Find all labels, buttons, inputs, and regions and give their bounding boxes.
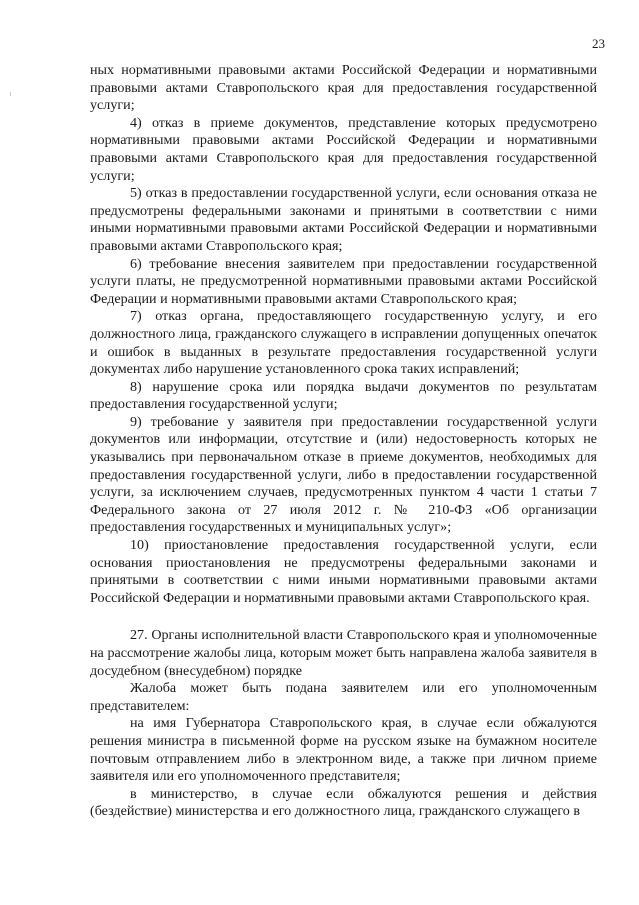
paragraph-item-8: 8) нарушение срока или порядка выдачи документов по результатам предоставления государственной услуги; xyxy=(90,378,597,413)
paragraph-governor: на имя Губернатора Ставропольского края, в случае если обжалуются решения министра в письменной форме на русском языке на бумажном носителе почтовым отправлением либо в электронном виде, а также при личном приеме заявителя или его уполномоченного представителя; xyxy=(90,715,597,785)
paragraph-continuation: ных нормативными правовыми актами Российской Федерации и нормативными правовыми актами Ставропольского края для предоставления государственной услуги; xyxy=(90,62,597,114)
paragraph-item-9: 9) требование у заявителя при предоставлении государственной услуги документов или информации, отсутствие и (или) недостоверность которых не указывались при первоначальном отказе в приеме документов, необходимых для предоставления государственной услуги, либо в предоставлении государственной услуги, за исключением случаев, предусмотренных пунктом 4 части 1 статьи 7 Федерального закона от 27 июля 2012 г. № 210-ФЗ «Об организации предоставления государственных и муниципальных услуг»; xyxy=(90,413,597,536)
paragraph-item-6: 6) требование внесения заявителем при предоставлении государственной услуги платы, не предусмотренной нормативными правовыми актами Российской Федерации и нормативными правовыми актами Ставропольского края; xyxy=(90,255,597,307)
scan-margin-mark xyxy=(10,92,11,96)
section-heading-27: 27. Органы исполнительной власти Ставропольского края и уполномоченные на рассмотрение жалобы лица, которым может быть направлена жалоба заявителя в досудебном (внесудебном) порядке xyxy=(90,627,597,679)
page-number: 23 xyxy=(592,36,605,51)
paragraph-complaint-intro: Жалоба может быть подана заявителем или его уполномоченным представителем: xyxy=(90,680,597,714)
paragraph-item-4: 4) отказ в приеме документов, представление которых предусмотрено нормативными правовыми актами Российской Федерации и нормативными правовыми актами Ставропольского края для предоставления государственной услуги; xyxy=(90,114,597,184)
paragraph-item-5: 5) отказ в предоставлении государственной услуги, если основания отказа не предусмотрены федеральными законами и принятыми в соответствии с ними иными нормативными правовыми актами Российской Федерации и нормативными правовыми актами Ставропольского края; xyxy=(90,185,597,254)
paragraph-ministry: в министерство, в случае если обжалуются решения и действия (бездействие) министерства и его должностного лица, гражданского служащего в xyxy=(90,785,597,820)
paragraph-item-10: 10) приостановление предоставления государственной услуги, если основания приостановления не предусмотрены федеральными законами и принятыми в соответствии с ними иными нормативными правовыми актами Российской Федерации и нормативными правовыми актами Ставропольского края. xyxy=(90,537,597,606)
paragraph-item-7: 7) отказ органа, предоставляющего государственную услугу, и его должностного лица, гражданского служащего в исправлении допущенных опечаток и ошибок в выданных в результате предоставления государственной услуги документах либо нарушение установленного срока таких исправлений; xyxy=(90,308,597,378)
document-body xyxy=(90,62,597,821)
